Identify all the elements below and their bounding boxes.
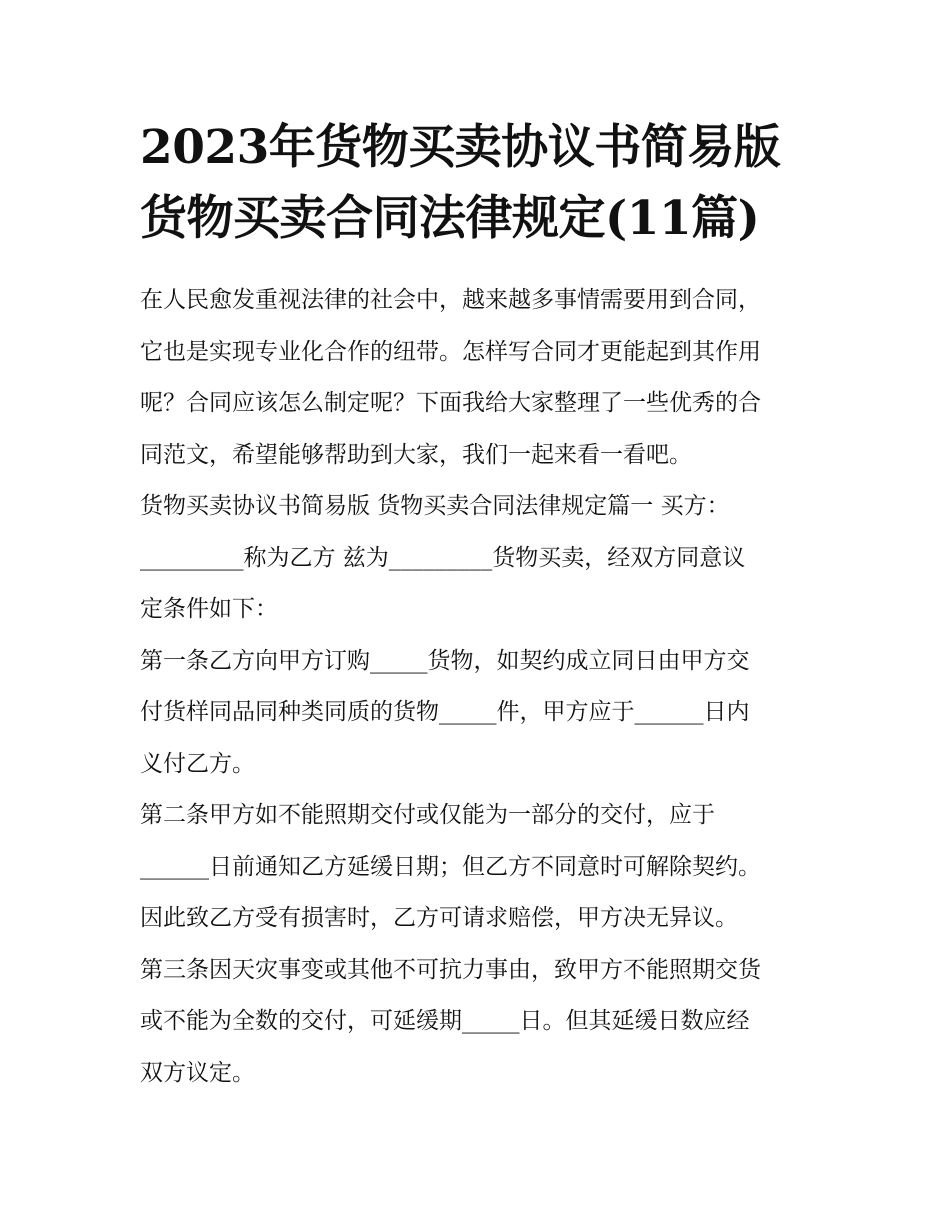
body-line: 在人民愈发重视法律的社会中，越来越多事情需要用到合同， [140,287,761,313]
body-line: 它也是实现专业化合作的纽带。怎样写合同才更能起到其作用 [140,338,761,365]
body-line: 第一条乙方向甲方订购_____货物，如契约成立同日由甲方交 [140,647,750,674]
body-line: 定条件如下： [140,596,278,622]
body-line: _________称为乙方 兹为_________货物买卖，经双方同意议 [140,544,746,571]
title-line-2: 货物买卖合同法律规定(11篇) [140,191,760,246]
body-line: 因此致乙方受有损害时，乙方可请求赔偿，甲方决无异议。 [140,905,738,931]
document-title [140,112,820,254]
body-line: 呢？合同应该怎么制定呢？下面我给大家整理了一些优秀的合 [140,390,761,416]
body-line: 第三条因天灾事变或其他不可抗力事由，致甲方不能照期交货 [140,956,761,983]
body-line: 第二条甲方如不能照期交付或仅能为一部分的交付，应于 [140,802,715,828]
document-body [140,278,820,1102]
body-line: 义付乙方。 [140,750,255,777]
title-line-1: 2023年货物买卖协议书简易版 [140,120,781,175]
body-line: 货物买卖协议书简易版 货物买卖合同法律规定篇一 买方： [140,493,730,519]
body-line: 双方议定。 [140,1059,255,1086]
body-line: 或不能为全数的交付，可延缓期_____日。但其延缓日数应经 [140,1008,750,1034]
body-line: 同范文，希望能够帮助到大家，我们一起来看一看吧。 [140,441,692,468]
body-line: ______日前通知乙方延缓日期；但乙方不同意时可解除契约。 [140,853,761,880]
body-line: 付货样同品同种类同质的货物_____件，甲方应于______日内 [140,699,750,725]
